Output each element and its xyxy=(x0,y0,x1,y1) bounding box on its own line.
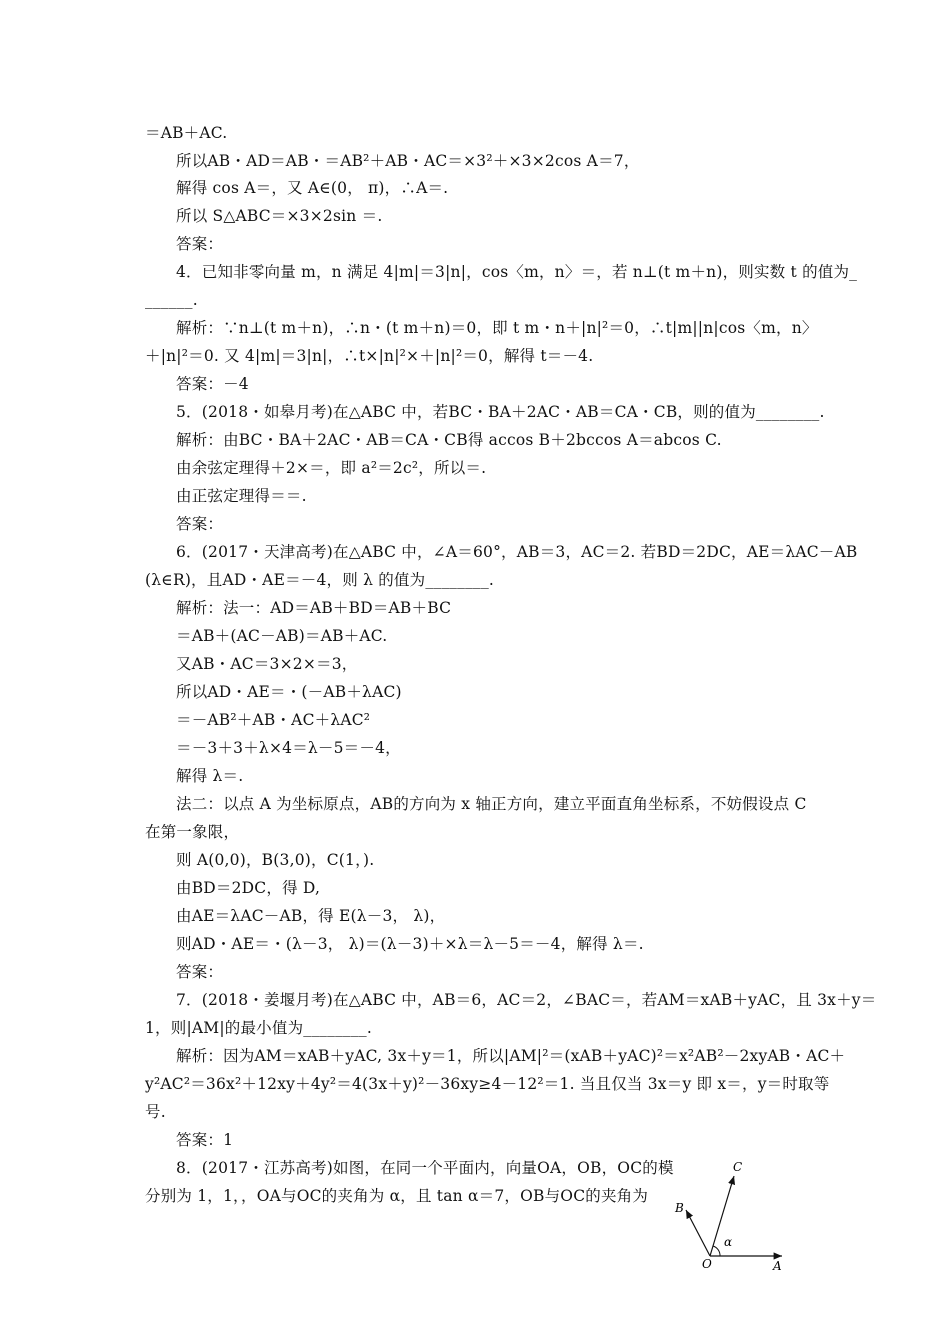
text-line-38: 8．(2017・江苏高考)如图，在同一个平面内，向量OA，OB，OC的模 xyxy=(176,1159,674,1177)
text-line-35: y²AC²＝36x²＋12xy＋4y²＝4(3x＋y)²－36xy≥4－12²＝1. 当且仅当 3x＝y 即 x＝，y＝时取等 xyxy=(145,1075,830,1093)
text-line-2: 所以AB・AD＝AB・＝AB²＋AB・AC＝×3²＋×3×2cos A＝7， xyxy=(176,152,640,170)
text-line-23: ＝－3＋3＋λ×4＝λ－5＝－4， xyxy=(176,739,401,757)
text-line-8: 解析：∵n⊥(t m＋n)，∴n・(t m＋n)＝0，即 t m・n＋|n|²＝0，∴t|m||n|cos〈m，n〉 xyxy=(176,319,818,337)
text-line-12: 解析：由BC・BA＋2AC・AB＝CA・CB得 accos B＋2bccos A＝abcos C. xyxy=(176,431,722,449)
text-line-14: 由正弦定理得＝＝. xyxy=(176,487,307,505)
text-line-29: 由AE＝λAC－AB，得 E(λ－3， λ)， xyxy=(176,907,446,925)
text-line-39: 分别为 1，1，，OA与OC的夹角为 α，且 tan α＝7，OB与OC的夹角为 xyxy=(145,1187,649,1205)
text-line-37: 答案：1 xyxy=(176,1131,234,1149)
text-line-19: ＝AB＋(AC－AB)＝AB＋AC. xyxy=(176,627,388,645)
label-a: A xyxy=(773,1259,782,1273)
text-line-1: ＝AB＋AC. xyxy=(145,124,228,142)
vector-figure xyxy=(660,1152,800,1277)
text-line-33: 1，则|AM|的最小值为________. xyxy=(145,1019,372,1037)
text-line-16: 6．(2017・天津高考)在△ABC 中，∠A＝60°，AB＝3，AC＝2. 若BD＝2DC，AE＝λAC－AB xyxy=(176,543,858,561)
text-line-17: (λ∈R)，且AD・AE＝－4，则 λ 的值为________. xyxy=(145,571,495,589)
label-alpha: α xyxy=(724,1235,733,1249)
angle-arc xyxy=(713,1246,720,1256)
text-line-34: 解析：因为AM＝xAB＋yAC, 3x＋y＝1，所以|AM|²＝(xAB＋yAC)²＝x²AB²－2xyAB・AC＋ xyxy=(176,1047,846,1065)
vector-diagram xyxy=(660,1152,800,1277)
text-line-30: 则AD・AE＝・(λ－3， λ)＝(λ－3)＋×λ＝λ－5＝－4，解得 λ＝. xyxy=(176,935,644,953)
text-line-11: 5．(2018・如皋月考)在△ABC 中，若BC・BA＋2AC・AB＝CA・CB，则的值为________. xyxy=(176,403,825,421)
text-line-25: 法二：以点 A 为坐标原点，AB的方向为 x 轴正方向，建立平面直角坐标系，不妨假设点 C xyxy=(176,795,807,813)
label-c: C xyxy=(733,1160,743,1174)
text-line-28: 由BD＝2DC，得 D, xyxy=(176,879,321,897)
text-line-22: ＝－AB²＋AB・AC＋λAC² xyxy=(176,711,371,729)
text-line-3: 解得 cos A＝，又 A∈(0， π)，∴A＝. xyxy=(176,179,449,197)
text-line-36: 号. xyxy=(145,1103,166,1121)
text-line-21: 所以AD・AE＝・(－AB＋λAC) xyxy=(176,683,402,701)
text-line-32: 7．(2018・姜堰月考)在△ABC 中，AB＝6，AC＝2，∠BAC＝，若AM＝xAB＋yAC，且 3x＋y＝ xyxy=(176,991,877,1009)
text-line-5: 答案： xyxy=(176,235,224,253)
text-line-10: 答案：－4 xyxy=(176,375,249,393)
label-o: O xyxy=(702,1257,712,1271)
text-line-26: 在第一象限， xyxy=(145,823,240,841)
text-line-15: 答案： xyxy=(176,515,224,533)
vector-ob xyxy=(686,1210,710,1256)
text-line-6: 4．已知非零向量 m，n 满足 4|m|＝3|n|，cos〈m，n〉＝，若 n⊥(t m＋n)，则实数 t 的值为_ xyxy=(176,263,858,281)
label-b: B xyxy=(675,1201,684,1215)
text-line-18: 解析：法一：AD＝AB＋BD＝AB＋BC xyxy=(176,599,452,617)
text-line-4: 所以 S△ABC＝×3×2sin ＝. xyxy=(176,207,383,225)
text-line-31: 答案： xyxy=(176,963,224,981)
text-line-24: 解得 λ＝. xyxy=(176,767,244,785)
text-line-13: 由余弦定理得＋2×＝，即 a²＝2c²，所以＝. xyxy=(176,459,487,477)
text-line-9: ＋|n|²＝0. 又 4|m|＝3|n|，∴t×|n|²×＋|n|²＝0，解得 t＝－4. xyxy=(145,347,594,365)
text-line-7: ______. xyxy=(145,291,198,309)
text-line-20: 又AB・AC＝3×2×＝3， xyxy=(176,655,358,673)
text-line-27: 则 A(0,0)，B(3,0)，C(1，). xyxy=(176,851,375,869)
